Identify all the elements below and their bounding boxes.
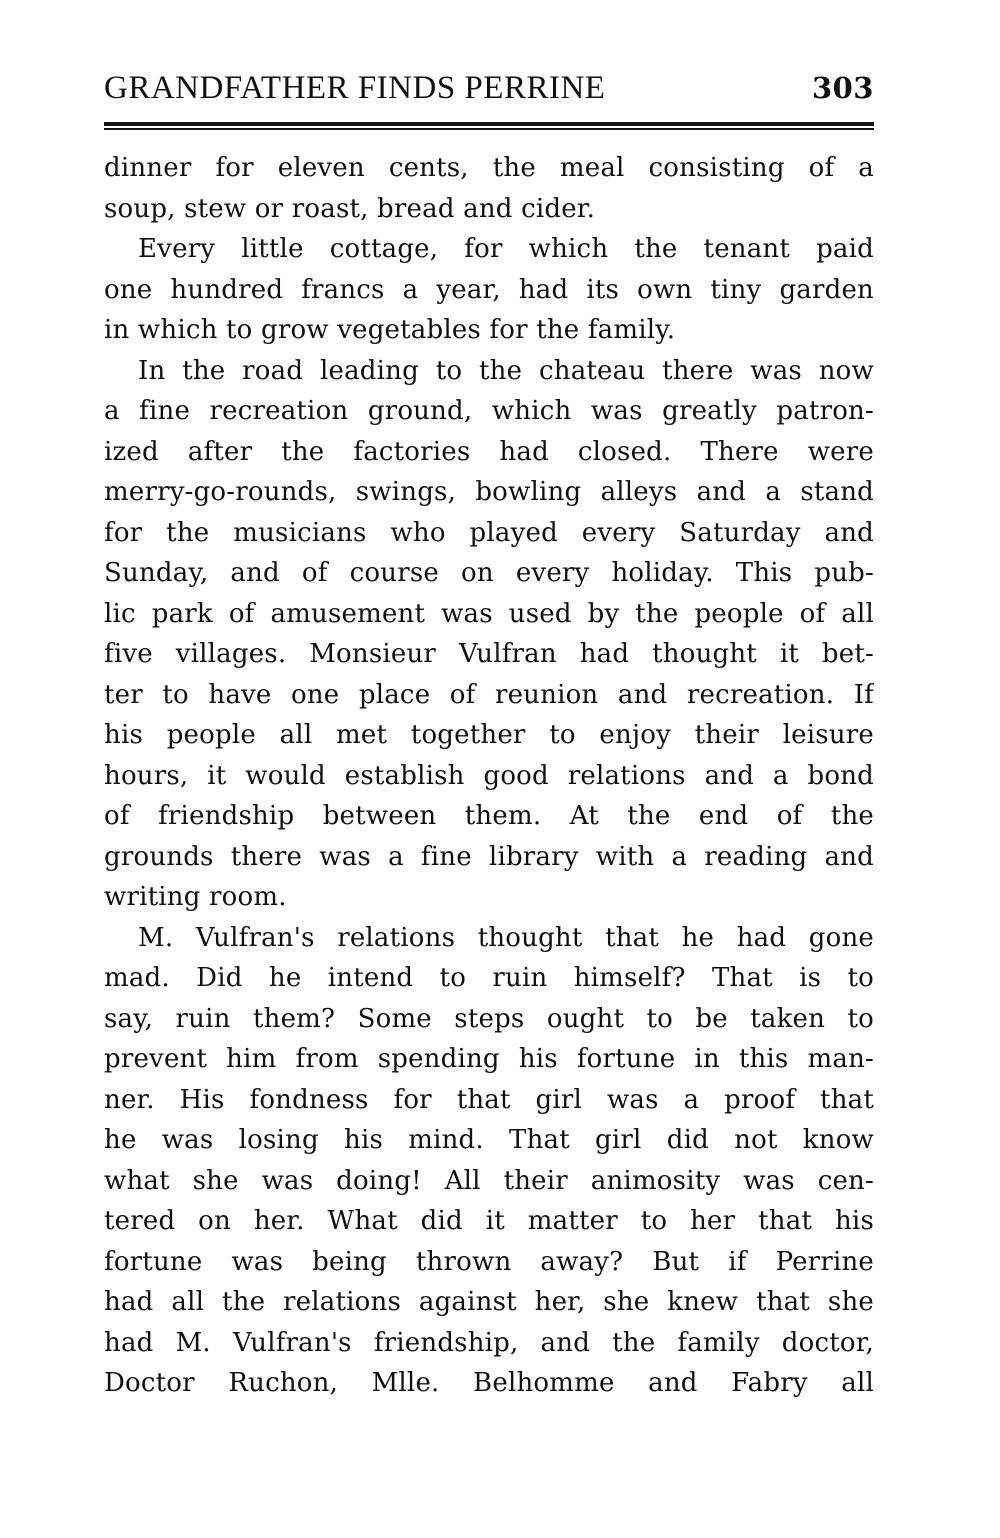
text-line: tered on her. What did it matter to her that his	[104, 1206, 874, 1236]
running-header	[104, 68, 874, 110]
text-line: a fine recreation ground, which was greatly patron-	[104, 396, 874, 426]
text-line: Doctor Ruchon, Mlle. Belhomme and Fabry all	[104, 1368, 874, 1398]
text-line: in which to grow vegetables for the family.	[104, 315, 676, 345]
text-line: fortune was being thrown away? But if Perrine	[104, 1246, 874, 1277]
text-line: prevent him from spending his fortune in this man-	[104, 1044, 874, 1074]
text-line: five villages. Monsieur Vulfran had thought it bet-	[104, 639, 874, 669]
text-line: M. Vulfran's relations thought that he had gone	[138, 922, 874, 953]
book-page	[104, 68, 874, 1404]
text-line: mad. Did he intend to ruin himself? That is to	[104, 963, 874, 993]
running-title: GRANDFATHER FINDS PERRINE	[104, 70, 606, 106]
text-line: In the road leading to the chateau there was now	[138, 355, 874, 386]
header-rule-thin	[104, 128, 874, 130]
text-line: ner. His fondness for that girl was a proof that	[104, 1084, 874, 1115]
text-line: had M. Vulfran's friendship, and the family doctor,	[104, 1327, 874, 1358]
text-line: lic park of amusement was used by the people of all	[104, 598, 874, 629]
text-line: writing room.	[104, 882, 287, 912]
text-line: hours, it would establish good relations and a bond	[104, 760, 874, 791]
page-number: 303	[811, 71, 874, 105]
text-line: of friendship between them. At the end of the	[104, 801, 874, 831]
text-line: soup, stew or roast, bread and cider.	[104, 193, 596, 224]
text-line: had all the relations against her, she knew that she	[104, 1287, 874, 1317]
text-line: Sunday, and of course on every holiday. This pub-	[104, 558, 874, 588]
text-line: one hundred francs a year, had its own tiny garden	[104, 274, 874, 305]
header-rule-thick	[104, 122, 874, 126]
text-line: his people all met together to enjoy their leisure	[104, 720, 874, 750]
text-line: what she was doing! All their animosity was cen-	[104, 1165, 874, 1196]
text-line: grounds there was a fine library with a reading and	[104, 841, 874, 872]
text-line: merry-go-rounds, swings, bowling alleys and a stand	[104, 477, 874, 507]
text-line: say, ruin them? Some steps ought to be taken to	[104, 1003, 874, 1034]
text-line: Every little cottage, for which the tenant paid	[138, 234, 874, 264]
text-line: ter to have one place of reunion and recreation. If	[104, 679, 874, 710]
text-line: ized after the factories had closed. There were	[104, 436, 874, 467]
text-line: he was losing his mind. That girl did not know	[104, 1125, 874, 1155]
text-line: for the musicians who played every Saturday and	[104, 517, 874, 548]
body-text	[104, 148, 874, 1404]
text-line: dinner for eleven cents, the meal consisting of a	[104, 153, 874, 183]
